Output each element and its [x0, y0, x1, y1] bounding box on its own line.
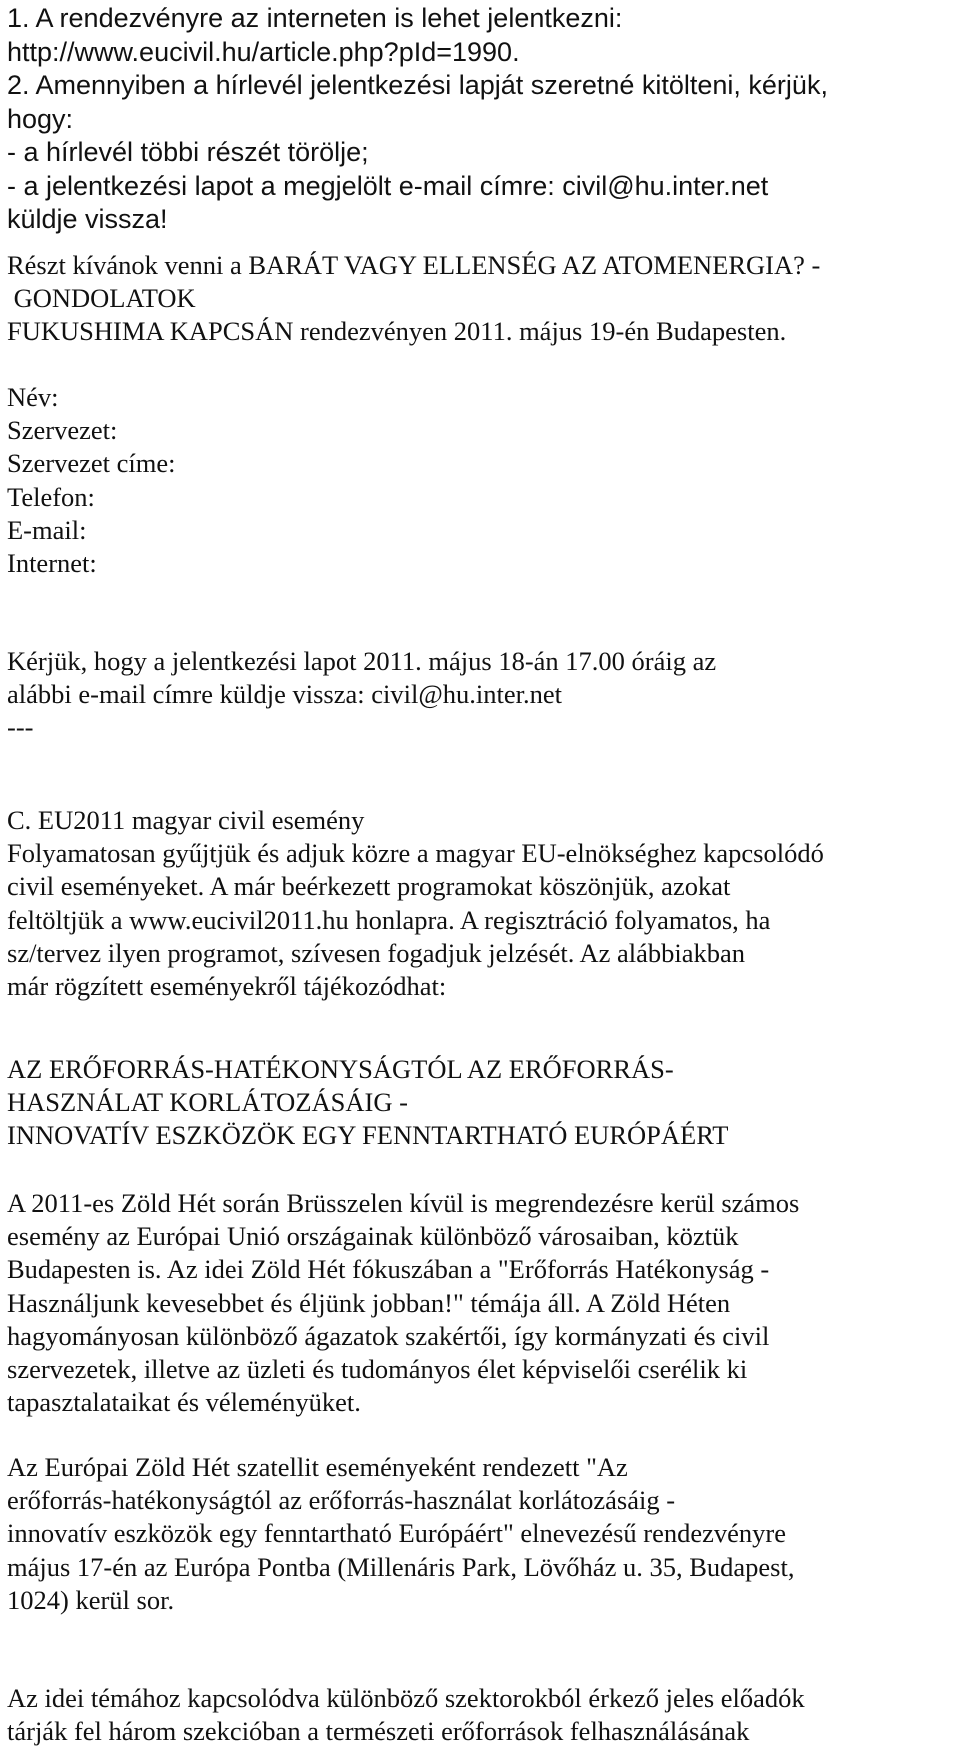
separator: ---: [7, 712, 34, 743]
text-line: tapasztalataikat és véleményüket.: [7, 1387, 361, 1418]
text-line: esemény az Európai Unió országainak különböző városaiban, köztük: [7, 1221, 739, 1252]
text-line: feltöltjük a www.eucivil2011.hu honlapra. A regisztráció folyamatos, ha: [7, 904, 771, 935]
form-field-email: E-mail:: [7, 514, 87, 545]
form-field-name: Név:: [7, 382, 59, 412]
form-field-organization: Szervezet:: [7, 415, 118, 446]
text-line: május 17-én az Európa Pontba (Millenáris Park, Lövőház u. 35, Budapest,: [7, 1551, 795, 1582]
text-line: erőforrás-hatékonyságtól az erőforrás-használat korlátozásáig -: [7, 1485, 676, 1516]
registration-url[interactable]: http://www.eucivil.hu/article.php?pId=1990.: [7, 36, 520, 67]
text-line: INNOVATÍV ESZKÖZÖK EGY FENNTARTHATÓ EURÓPÁÉRT: [7, 1120, 729, 1151]
text-line: Az idei témához kapcsolódva különböző szektorokból érkező jeles előadók: [7, 1683, 805, 1713]
section-heading: C. EU2011 magyar civil esemény: [7, 805, 365, 835]
text-line: 2. Amennyiben a hírlevél jelentkezési lapját szeretné kitölteni, kérjük,: [7, 70, 828, 100]
paragraph-green-week: [7, 1187, 957, 1419]
text-line: 1024) kerül sor.: [7, 1584, 175, 1615]
form-field-organization-address: Szervezet címe:: [7, 448, 176, 479]
text-line: Részt kívánok venni a BARÁT VAGY ELLENSÉG AZ ATOMENERGIA? -: [7, 250, 821, 280]
section-c: [7, 804, 957, 1003]
text-line: GONDOLATOK: [7, 283, 196, 314]
text-line: innovatív eszközök egy fenntartható Európáért" elnevezésű rendezvényre: [7, 1518, 786, 1549]
event-title: [7, 1053, 957, 1153]
form-field-internet: Internet:: [7, 548, 97, 579]
text-line: hagyományosan különböző ágazatok szakértői, így kormányzati és civil: [7, 1320, 770, 1351]
paragraph-speakers: [7, 1682, 957, 1748]
paragraph-satellite-event: [7, 1451, 957, 1617]
text-line: alábbi e-mail címre küldje vissza: civil@hu.inter.net: [7, 679, 562, 710]
text-line: - a hírlevél többi részét törölje;: [7, 137, 369, 167]
text-line: A 2011-es Zöld Hét során Brüsszelen kívül is megrendezésre kerül számos: [7, 1188, 800, 1218]
text-line: Folyamatosan gyűjtjük és adjuk közre a magyar EU-elnökséghez kapcsolódó: [7, 838, 824, 869]
text-line: hogy:: [7, 103, 74, 134]
text-line: küldje vissza!: [7, 204, 168, 234]
text-line: HASZNÁLAT KORLÁTOZÁSÁIG -: [7, 1087, 408, 1118]
text-line: szervezetek, illetve az üzleti és tudományos élet képviselői cserélik ki: [7, 1354, 748, 1385]
text-line: Budapesten is. Az idei Zöld Hét fókuszában a "Erőforrás Hatékonyság -: [7, 1254, 770, 1285]
text-line: 1. A rendezvényre az interneten is lehet jelentkezni:: [7, 3, 623, 33]
text-line: civil eseményeket. A már beérkezett programokat köszönjük, azokat: [7, 871, 731, 902]
text-line: Használjunk kevesebbet és éljünk jobban!" témája áll. A Zöld Héten: [7, 1287, 731, 1318]
deadline-block: [7, 645, 957, 745]
text-line: Az Európai Zöld Hét szatellit eseményeként rendezett "Az: [7, 1452, 628, 1482]
form-field-phone: Telefon:: [7, 481, 95, 512]
text-line: FUKUSHIMA KAPCSÁN rendezvényen 2011. május 19-én Budapesten.: [7, 316, 787, 347]
text-line: - a jelentkezési lapot a megjelölt e-mail címre: civil@hu.inter.net: [7, 170, 769, 201]
text-line: már rögzített eseményekről tájékozódhat:: [7, 971, 447, 1002]
registration-statement: [7, 249, 957, 349]
text-line: Kérjük, hogy a jelentkezési lapot 2011. május 18-án 17.00 óráig az: [7, 646, 717, 676]
text-line: sz/tervez ilyen programot, szívesen fogadjuk jelzését. Az alábbiakban: [7, 937, 746, 968]
registration-form-fields: [7, 381, 957, 580]
text-line: tárják fel három szekcióban a természeti erőforrások felhasználásának: [7, 1716, 750, 1747]
text-line: AZ ERŐFORRÁS-HATÉKONYSÁGTÓL AZ ERŐFORRÁS-: [7, 1054, 674, 1084]
intro-block: [7, 2, 957, 237]
